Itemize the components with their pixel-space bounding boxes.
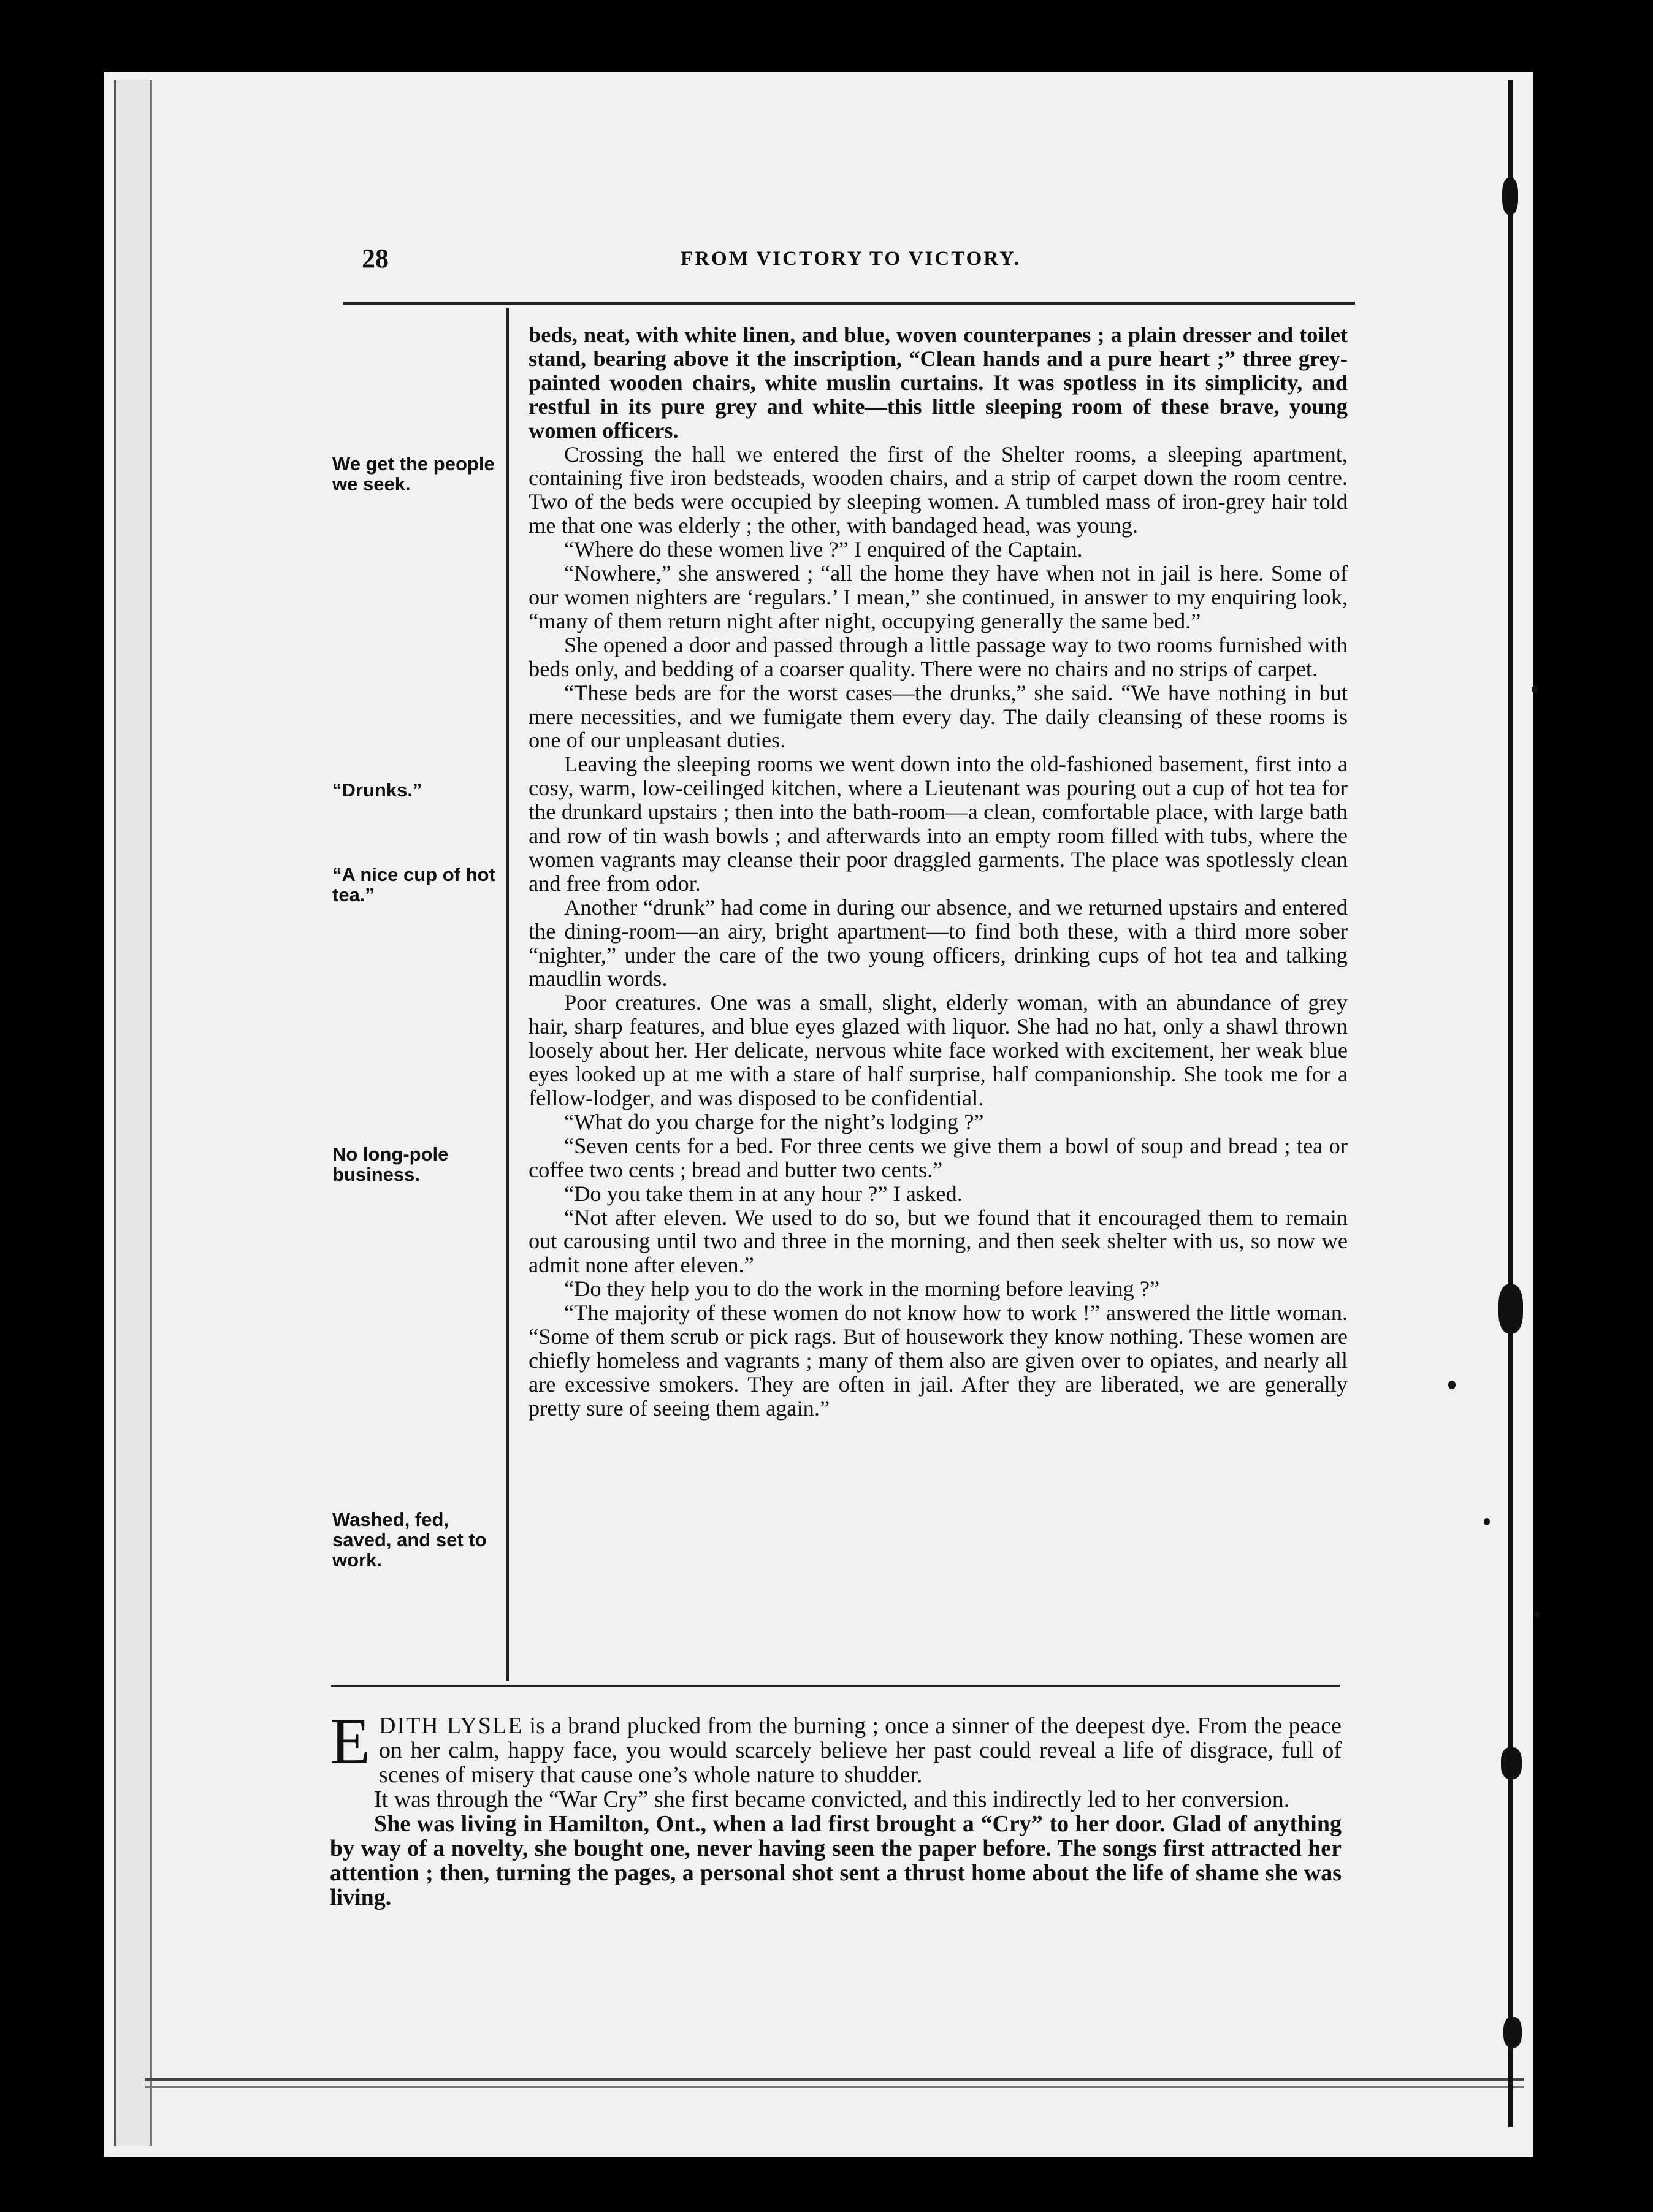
ink-speck	[1448, 1381, 1456, 1389]
margin-note-people-we-seek: We get the people we seek.	[332, 453, 495, 495]
page-bottom-edge	[145, 2078, 1524, 2088]
body-column	[529, 323, 1348, 1421]
body-paragraph: “Seven cents for a bed. For three cents we give them a bowl of soup and bread ; tea or coffee two cents ; bread and butter two cents.”	[529, 1133, 1348, 1182]
column-rule	[506, 308, 509, 1681]
body-paragraph: She opened a door and passed through a little passage way to two rooms furnished with beds only, and bedding of a coarser quality. There were no chairs and no strips of carpet.	[529, 632, 1348, 681]
lead-caps: DITH LYSLE	[378, 1713, 524, 1739]
ink-speck	[1534, 1611, 1540, 1617]
binding-spine	[1508, 80, 1513, 2127]
ink-speck	[1532, 685, 1538, 693]
body-paragraph: Poor creatures. One was a small, slight, elderly woman, with an abundance of grey hair, sharp features, and blue eyes glazed with liquor. She had no hat, only a shawl thrown loosely about her. Her delicate, nervous white face worked with excitement, her weak blue eyes looked up at me with a stare of half surprise, half companionship. She took me for a fellow-lodger, and was disposed to be confidential.	[529, 990, 1348, 1110]
page-number: 28	[362, 243, 389, 273]
section-paragraph: It was through the “War Cry” she first became convicted, and this indirectly led to her conversion.	[374, 1787, 1290, 1812]
body-paragraph: Crossing the hall we entered the first of the Shelter rooms, a sleeping apartment, containing five iron bedsteads, wooden chairs, and a strip of carpet down the room centre. Two of the beds were occupied by sleeping women. A tumbled mass of iron-grey hair told me that one was elderly ; the other, with bandaged head, was young.	[529, 441, 1348, 538]
section-lead-paragraph	[330, 1705, 1342, 1788]
body-paragraph: “What do you charge for the night’s lodging ?”	[564, 1109, 984, 1134]
body-paragraph: “The majority of these women do not know how to work !” answered the little woman. “Some of them scrub or pick rags. But of housework they know nothing. These women are chiefly homeless and vagrants ; many of them also are given over to opiates, and nearly all are excessive smokers. They are often in jail. After they are liberated, we are generally pretty sure of seeing them again.”	[529, 1300, 1348, 1421]
running-title: FROM VICTORY TO VICTORY.	[681, 248, 1021, 270]
body-paragraph: “Do you take them in at any hour ?” I asked.	[564, 1181, 963, 1206]
edith-lysle-section	[330, 1705, 1342, 1910]
binding-mark	[1503, 2017, 1522, 2048]
body-paragraph: “Do they help you to do the work in the morning before leaving ?”	[564, 1276, 1160, 1302]
drop-cap: E	[330, 1705, 370, 1778]
binding-mark	[1502, 178, 1518, 215]
binding-mark	[1501, 1747, 1522, 1779]
body-paragraph: Another “drunk” had come in during our absence, and we returned upstairs and entered the dining-room—an airy, bright apartment—to find both these, with a third more sober “nighter,” under the care of the two young officers, drinking cups of hot tea and talking maudlin words.	[529, 894, 1348, 991]
header-rule	[343, 302, 1355, 305]
body-paragraph: Leaving the sleeping rooms we went down into the old-fashioned basement, first into a cosy, warm, low-ceilinged kitchen, where a Lieutenant was pouring out a cup of hot tea for the drunkard upstairs ; then into the bath-room—a clean, comfortable place, with large bath and row of tin wash bowls ; and afterwards into an empty room filled with tubs, where the women vagrants may cleanse their poor draggled garments. The place was spotlessly clean and free from odor.	[529, 752, 1348, 896]
body-paragraph: “Not after eleven. We used to do so, but we found that it encouraged them to remain out carousing until two and three in the morning, and then seek shelter with us, so now we admit none after eleven.”	[529, 1205, 1348, 1278]
body-paragraph: “Where do these women live ?” I enquired of the Captain.	[564, 537, 1083, 562]
lead-rest: is a brand plucked from the burning ; once a sinner of the deepest dye. From the peace on her calm, happy face, you would scarcely believe her past could reveal a life of disgrace, full of scenes of misery that cause one’s whole nature to shudder.	[378, 1713, 1342, 1788]
body-paragraph: beds, neat, with white linen, and blue, woven counterpanes ; a plain dresser and toilet stand, bearing above it the inscription, “Clean hands and a pure heart ;” three grey-painted wooden chairs, white muslin curtains. It was spotless in its simplicity, and restful in its pure grey and white—this little sleeping room of these brave, young women officers.	[529, 322, 1348, 443]
ink-speck	[1484, 1518, 1490, 1525]
margin-note-drunks: “Drunks.”	[332, 779, 422, 801]
margin-note-washed-fed: Washed, fed, saved, and set to work.	[332, 1509, 487, 1571]
margin-note-cup-of-tea: “A nice cup of hot tea.”	[332, 864, 495, 906]
section-rule	[331, 1685, 1340, 1687]
section-paragraph: She was living in Hamilton, Ont., when a lad first brought a “Cry” to her door. Glad of anything by way of a novelty, she bought one, never having seen the paper before. The songs first attracted her attention ; then, turning the pages, a personal shot sent a thrust home about the life of shame she was living.	[330, 1811, 1342, 1910]
binding-mark	[1498, 1284, 1523, 1333]
body-paragraph: “These beds are for the worst cases—the drunks,” she said. “We have nothing in but mere necessities, and we fumigate them every day. The daily cleansing of these rooms is one of our unpleasant duties.	[529, 680, 1348, 753]
book-edge	[114, 80, 152, 2146]
body-paragraph: “Nowhere,” she answered ; “all the home they have when not in jail is here. Some of our women nighters are ‘regulars.’ I mean,” she continued, in answer to my enquiring look, “many of them return night after night, occupying generally the same bed.”	[529, 561, 1348, 633]
margin-note-long-pole: No long-pole business.	[332, 1143, 449, 1185]
